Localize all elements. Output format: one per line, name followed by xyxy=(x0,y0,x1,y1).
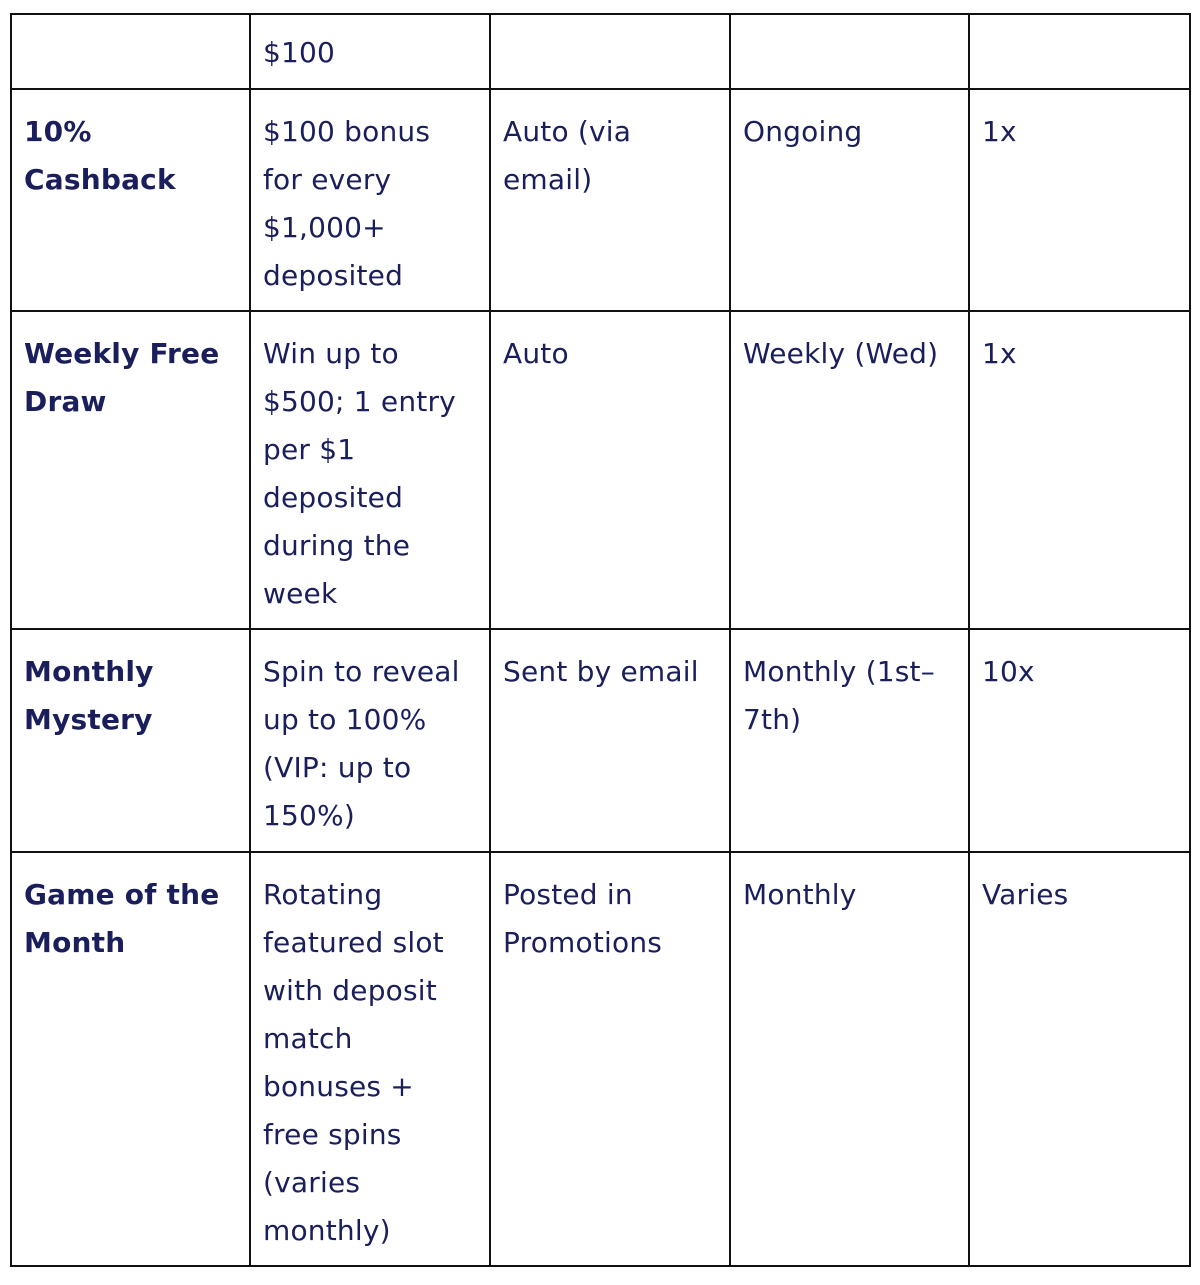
promo-description-cell: $100 xyxy=(250,14,490,89)
promo-claim-cell xyxy=(490,14,730,89)
promo-wagering-cell: 10x xyxy=(969,629,1190,852)
promo-name-cell: Monthly Mystery xyxy=(11,629,250,852)
promo-frequency-cell: Weekly (Wed) xyxy=(730,311,969,629)
table-row xyxy=(11,629,1190,852)
promo-claim-cell: Auto xyxy=(490,311,730,629)
promo-wagering-cell: 1x xyxy=(969,311,1190,629)
promo-description-cell: Rotating featured slot with deposit match bonuses + free spins (varies monthly) xyxy=(250,852,490,1266)
promo-frequency-cell: Ongoing xyxy=(730,89,969,311)
table-row xyxy=(11,89,1190,311)
promo-claim-cell: Posted in Promotions xyxy=(490,852,730,1266)
promo-frequency-cell xyxy=(730,14,969,89)
promo-description-cell: Spin to reveal up to 100% (VIP: up to 150%) xyxy=(250,629,490,852)
promotions-table xyxy=(10,13,1191,1267)
promo-name-cell: 10% Cashback xyxy=(11,89,250,311)
table-row xyxy=(11,14,1190,89)
promo-name-cell: Game of the Month xyxy=(11,852,250,1266)
promo-name-cell xyxy=(11,14,250,89)
promo-wagering-cell: 1x xyxy=(969,89,1190,311)
promo-frequency-cell: Monthly (1st–7th) xyxy=(730,629,969,852)
promo-description-cell: $100 bonus for every $1,000+ deposited xyxy=(250,89,490,311)
table-row xyxy=(11,852,1190,1266)
promo-claim-cell: Auto (via email) xyxy=(490,89,730,311)
promo-frequency-cell: Monthly xyxy=(730,852,969,1266)
promo-wagering-cell xyxy=(969,14,1190,89)
table-row xyxy=(11,311,1190,629)
promo-wagering-cell: Varies xyxy=(969,852,1190,1266)
promo-name-cell: Weekly Free Draw xyxy=(11,311,250,629)
promo-description-cell: Win up to $500; 1 entry per $1 deposited during the week xyxy=(250,311,490,629)
promo-claim-cell: Sent by email xyxy=(490,629,730,852)
